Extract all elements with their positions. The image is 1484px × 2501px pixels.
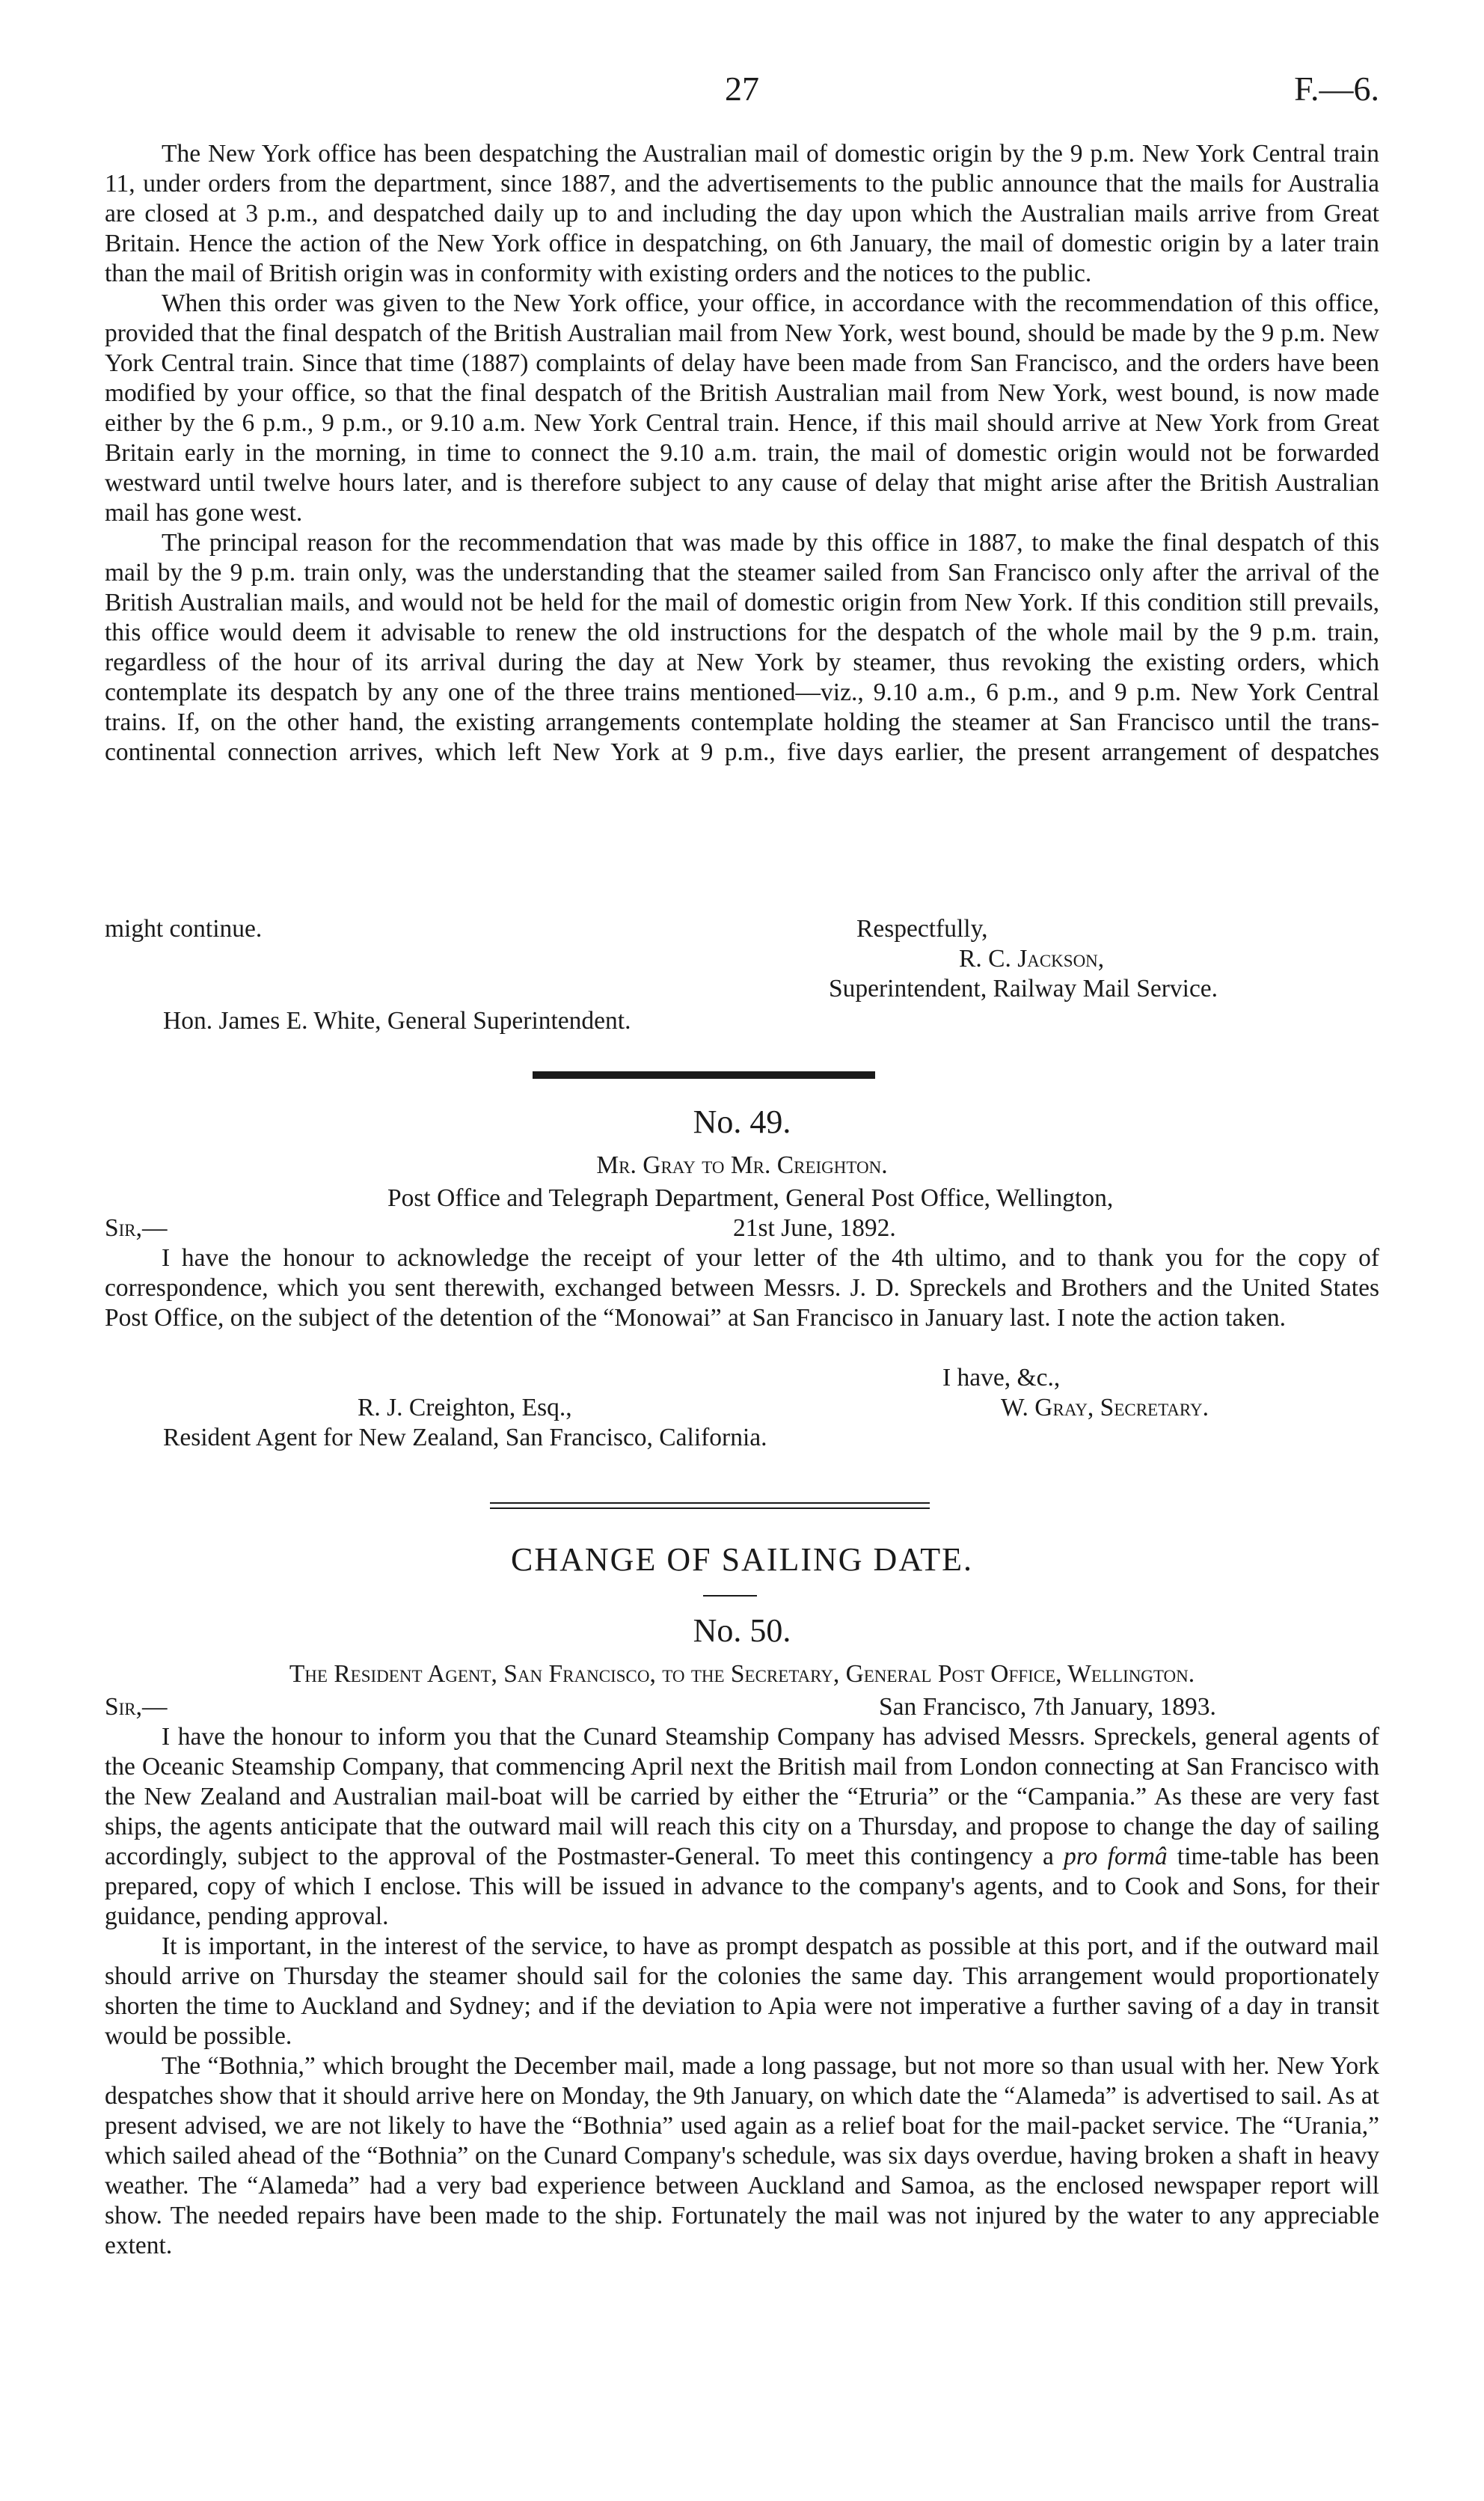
recipient-title: Resident Agent for New Zealand, San Francisco, California. — [163, 1424, 767, 1451]
closing: Respectfully, — [856, 915, 988, 943]
last-line: might continue. — [105, 915, 263, 943]
section-title: CHANGE OF SAILING DATE. — [511, 1541, 973, 1578]
from-to: Mr. Gray to Mr. Creighton. — [596, 1151, 888, 1179]
salutation: Sir,— — [105, 1214, 168, 1242]
sender-address: Post Office and Telegraph Department, General Post Office, Wellington, — [387, 1184, 1114, 1212]
page-header — [105, 69, 1379, 114]
title-rule — [703, 1595, 757, 1597]
letter-number: No. 50. — [693, 1612, 791, 1649]
letter-number: No. 49. — [693, 1103, 791, 1140]
section-divider — [533, 1071, 875, 1079]
paragraph: The New York office has been despatching the Australian mail of domestic origin by the 9 p.m. New York Central train 11, under orders from the department, since 1887, and the advertisements to the public announce that the mails for Australia are closed at 3 p.m., and despatched daily up to and including the day upon which the Australian mails arrive from Great Britain. Hence the action of the New York office in despatching, on 6th January, the mail of domestic origin by a later train than the mail of British origin was in conformity with existing orders and the notices to the public. — [105, 140, 1379, 287]
paper-reference: F.—6. — [1294, 70, 1379, 108]
letter-49-body — [105, 1243, 1379, 1333]
signature-title: Superintendent, Railway Mail Service. — [829, 975, 1218, 1002]
paragraph: It is important, in the interest of the service, to have as prompt despatch as possible at this port, and if the outward mail should arrive on Thursday the steamer should sail for the colonies the same day. This arrangement would proportionately shorten the time to Auckland and Sydney; and if the deviation to Apia were not imperative a further saving of a day in transit would be possible. — [105, 1932, 1379, 2050]
paragraph: The “Bothnia,” which brought the December mail, made a long passage, but not more so than usual with her. New York despatches show that it should arrive here on Monday, the 9th January, on which date the “Alameda” is advertised to sail. As at present advised, we are not likely to have the “Bothnia” used again as a relief boat for the mail-packet service. The “Urania,” which sailed ahead of the “Bothnia” on the Cunard Company's schedule, was six days overdue, having broken a shaft in heavy weather. The “Alameda” had a very bad experience between Auckland and Samoa, as the enclosed newspaper report will show. The needed repairs have been made to the ship. Fortunately the mail was not injured by the water to any appreciable extent. — [105, 2052, 1379, 2259]
italic-term: pro formâ — [1064, 1843, 1168, 1870]
paragraph-text: time-table has been prepared, copy of which I enclose. This will be issued in advance to the company's agents, and to Cook and Sons, for their guidance, pending approval. — [105, 1843, 1379, 1930]
paragraph-text: I have the honour to inform you that the Cunard Steamship Company has advised Messrs. Spreckels, general agents of the Oceanic Steamship Company, that commencing April next the British mail from London connecting at San Francisco with the New Zealand and Australian mail-boat will be carried by either the “Etruria” or the “Campania.” As these are very fast ships, the agents anticipate that the outward mail will reach this city on a Thursday, and propose to change the day of sailing accordingly, subject to the approval of the Postmaster-General. To meet this contingency a — [105, 1723, 1379, 1870]
letter-50-body — [105, 1722, 1379, 2261]
recipient-name: R. J. Creighton, Esq., — [358, 1394, 572, 1421]
section-divider-double — [490, 1502, 930, 1509]
letter-date: San Francisco, 7th January, 1893. — [879, 1693, 1216, 1721]
from-to: The Resident Agent, San Francisco, to the Secretary, General Post Office, Wellington. — [289, 1660, 1195, 1688]
paragraph — [105, 1722, 1379, 1932]
addressee: Hon. James E. White, General Superintendent. — [163, 1007, 631, 1035]
letter-48-body — [105, 139, 1379, 768]
closing: I have, &c., — [942, 1364, 1061, 1392]
salutation: Sir,— — [105, 1693, 168, 1721]
letter-date: 21st June, 1892. — [733, 1214, 896, 1242]
paragraph: When this order was given to the New York office, your office, in accordance with the recommendation of this office, provided that the final despatch of the British Australian mail from New York, west bound, should be made by the 9 p.m. New York Central train. Since that time (1887) complaints of delay have been made from San Francisco, and the orders have been modified by your office, so that the final despatch of the British Australian mail from New York, west bound, is now made either by the 6 p.m., 9 p.m., or 9.10 a.m. New York Central train. Hence, if this mail should arrive at New York from Great Britain early in the morning, in time to connect the 9.10 a.m. train, the mail of domestic origin would not be forwarded westward until twelve hours later, and is therefore subject to any cause of delay that might arise after the British Australian mail has gone west. — [105, 290, 1379, 527]
paragraph: The principal reason for the recommendation that was made by this office in 1887, to make the final despatch of this mail by the 9 p.m. train only, was the understanding that the steamer sailed from San Francisco only after the arrival of the British Australian mails, and would not be held for the mail of domestic origin from New York. If this condition still prevails, this office would deem it advisable to renew the old instructions for the despatch of the whole mail by the 9 p.m. train, regardless of the hour of its arrival during the day at New York by steamer, thus revoking the existing orders, which contemplate its despatch by any one of the three trains mentioned—viz., 9.10 a.m., 6 p.m., and 9 p.m. New York Central trains. If, on the other hand, the existing arrangements contemplate holding the steamer at San Francisco until the trans-continental connection arrives, which left New York at 9 p.m., five days earlier, the present arrangement of despatches — [105, 529, 1379, 766]
signature: W. Gray, Secretary. — [1001, 1394, 1209, 1421]
paragraph: I have the honour to acknowledge the receipt of your letter of the 4th ultimo, and to thank you for the copy of correspondence, which you sent therewith, exchanged between Messrs. J. D. Spreckels and Brothers and the United States Post Office, on the subject of the detention of the “Monowai” at San Francisco in January last. I note the action taken. — [105, 1244, 1379, 1332]
page-number: 27 — [725, 70, 759, 108]
signature-name: R. C. Jackson, — [959, 945, 1105, 973]
